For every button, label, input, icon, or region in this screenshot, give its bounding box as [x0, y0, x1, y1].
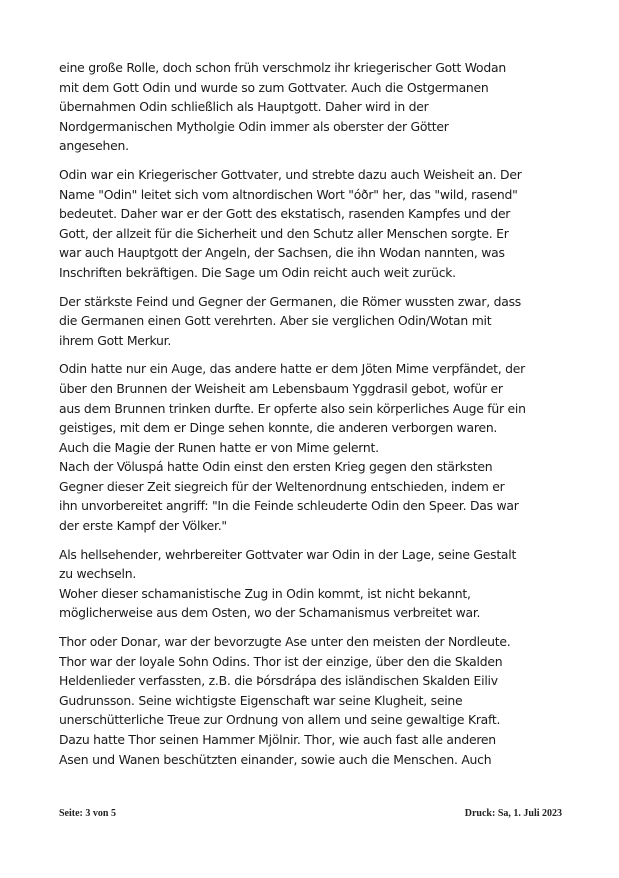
text-line: Name "Odin" leitet sich vom altnordischen Wort "óðr" her, das "wild, rasend"	[59, 186, 518, 202]
document-body	[59, 58, 564, 778]
text-line: Dazu hatte Thor seinen Hammer Mjölnir. Thor, wie auch fast alle anderen	[59, 732, 496, 747]
paragraph	[59, 545, 564, 623]
print-date: Druck: Sa, 1. Juli 2023	[464, 808, 562, 819]
text-line: der erste Kampf der Völker."	[59, 518, 227, 534]
text-line: Heldenlieder verfassten, z.B. die Þórsdrápa des isländischen Skalden Eiliv	[59, 673, 498, 689]
text-line: eine große Rolle, doch schon früh verschmolz ihr kriegerischer Gott Wodan	[59, 60, 506, 75]
paragraph	[59, 359, 564, 535]
text-line: Woher dieser schamanistische Zug in Odin kommt, ist nicht bekannt,	[59, 585, 471, 601]
text-line: aus dem Brunnen trinken durfte. Er opferte also sein körperliches Auge für ein	[59, 400, 526, 416]
text-line: mit dem Gott Odin und wurde so zum Gottvater. Auch die Ostgermanen	[59, 79, 489, 95]
text-line: Als hellsehender, wehrbereiter Gottvater war Odin in der Lage, seine Gestalt	[59, 546, 517, 562]
text-line: Der stärkste Feind und Gegner der Germanen, die Römer wussten zwar, dass	[59, 293, 521, 309]
text-line: geistiges, mit dem er Dinge sehen konnte, die anderen verborgen waren.	[59, 420, 498, 436]
text-line: ihrem Gott Merkur.	[59, 332, 172, 348]
text-line: Asen und Wanen beschützten einander, sowie auch die Menschen. Auch	[59, 751, 492, 767]
text-line: war auch Hauptgott der Angeln, der Sachsen, die ihn Wodan nannten, was	[59, 245, 505, 261]
paragraph	[59, 292, 564, 351]
text-line: angesehen.	[59, 138, 129, 154]
text-line: Gegner dieser Zeit siegreich für der Weltenordnung entschieden, indem er	[59, 478, 505, 494]
text-line: Auch die Magie der Runen hatte er von Mime gelernt.	[59, 439, 379, 455]
text-line: Thor oder Donar, war der bevorzugte Ase unter den meisten der Nordleute.	[59, 634, 511, 650]
text-line: Gudrunsson. Seine wichtigste Eigenschaft war seine Klugheit, seine	[59, 692, 463, 708]
text-line: Nordgermanischen Mytholgie Odin immer als oberster der Götter	[59, 118, 449, 134]
text-line: bedeutet. Daher war er der Gott des ekstatisch, rasenden Kampfes und der	[59, 206, 511, 222]
text-line: Gott, der allzeit für die Sicherheit und den Schutz aller Menschen sorgte. Er	[59, 225, 509, 241]
paragraph	[59, 632, 564, 769]
text-line: Thor war der loyale Sohn Odins. Thor ist der einzige, über den die Skalden	[59, 653, 503, 669]
text-line: ihn unvorbereitet angriff: "In die Feinde schleuderte Odin den Speer. Das war	[59, 498, 519, 514]
text-line: Inschriften bekräftigen. Die Sage um Odin reicht auch weit zurück.	[59, 264, 456, 280]
text-line: übernahmen Odin schließlich als Hauptgott. Daher wird in der	[59, 99, 429, 115]
text-line: Nach der Völuspá hatte Odin einst den ersten Krieg gegen den stärksten	[59, 459, 493, 475]
text-line: möglicherweise aus dem Osten, wo der Schamanismus verbreitet war.	[59, 605, 481, 621]
text-line: unerschütterliche Treue zur Ordnung von allem und seine gewaltige Kraft.	[59, 712, 501, 728]
text-line: Odin war ein Kriegerischer Gottvater, und strebte dazu auch Weisheit an. Der	[59, 166, 522, 182]
text-line: Odin hatte nur ein Auge, das andere hatte er dem Jöten Mime verpfändet, der	[59, 361, 525, 377]
text-line: zu wechseln.	[59, 566, 137, 582]
paragraph	[59, 165, 564, 283]
text-line: über den Brunnen der Weisheit am Lebensbaum Yggdrasil gebot, wofür er	[59, 380, 503, 396]
text-line: die Germanen einen Gott verehrten. Aber sie verglichen Odin/Wotan mit	[59, 313, 492, 329]
paragraph	[59, 58, 564, 156]
page-number: Seite: 3 von 5	[59, 808, 116, 819]
